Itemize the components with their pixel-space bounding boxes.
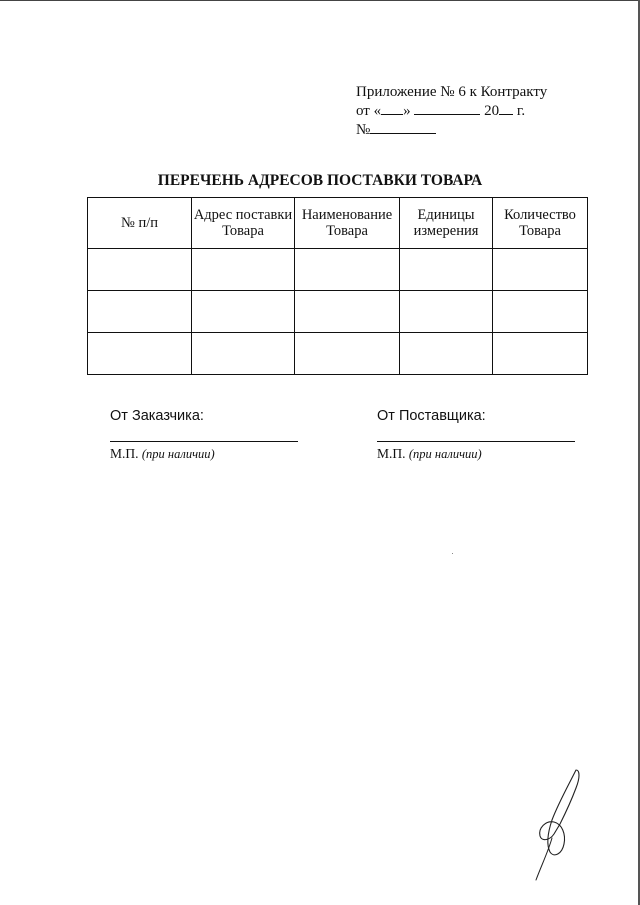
scan-dot	[452, 553, 453, 554]
table-row	[88, 291, 588, 333]
table-cell	[493, 291, 588, 333]
handwritten-signature-icon	[530, 764, 590, 889]
table-header-row	[88, 198, 588, 249]
table-cell	[400, 333, 493, 375]
column-header: Наименование Товара	[295, 198, 400, 249]
table-cell	[192, 291, 295, 333]
table-cell	[400, 291, 493, 333]
page-border-top	[0, 0, 640, 1]
table-cell	[192, 249, 295, 291]
month-blank	[414, 101, 480, 115]
stamp-label: М.П.	[377, 446, 406, 461]
table-cell	[88, 291, 192, 333]
stamp-label: М.П.	[110, 446, 139, 461]
stamp-note: (при наличии)	[408, 447, 482, 461]
table-cell	[88, 333, 192, 375]
table-cell	[192, 333, 295, 375]
column-header: Единицы измерения	[400, 198, 493, 249]
delivery-addresses-table	[87, 197, 588, 375]
supplier-signature-block	[377, 408, 575, 462]
date-mid: »	[403, 103, 411, 119]
table-cell	[295, 249, 400, 291]
table-cell	[88, 249, 192, 291]
appendix-title: Приложение № 6 к Контракту	[356, 84, 548, 100]
number-blank	[370, 120, 436, 134]
supplier-signature-line	[377, 441, 575, 442]
column-header: Адрес поставки Товара	[192, 198, 295, 249]
stamp-note: (при наличии)	[141, 447, 215, 461]
customer-label: От Заказчика:	[110, 408, 204, 424]
supplier-label: От Поставщика:	[377, 408, 486, 424]
appendix-header	[356, 83, 547, 139]
table-cell	[295, 333, 400, 375]
table-row	[88, 333, 588, 375]
day-blank	[381, 101, 403, 115]
document-title: ПЕРЕЧЕНЬ АДРЕСОВ ПОСТАВКИ ТОВАРА	[157, 172, 483, 189]
column-header: Количество Товара	[493, 198, 588, 249]
column-header: № п/п	[88, 198, 192, 249]
date-prefix: от «	[356, 103, 382, 119]
table-cell	[295, 291, 400, 333]
contract-date-line	[356, 101, 547, 120]
year-prefix: 20	[484, 103, 500, 119]
contract-number-line	[356, 120, 547, 139]
table-cell	[493, 333, 588, 375]
table-cell	[493, 249, 588, 291]
supplier-stamp-note	[377, 446, 575, 462]
customer-signature-block	[110, 408, 298, 462]
customer-stamp-note	[110, 446, 298, 462]
table-cell	[400, 249, 493, 291]
table-row	[88, 249, 588, 291]
year-blank	[499, 101, 513, 115]
customer-signature-line	[110, 441, 298, 442]
number-label: №	[356, 122, 371, 138]
year-suffix: г.	[516, 103, 526, 119]
